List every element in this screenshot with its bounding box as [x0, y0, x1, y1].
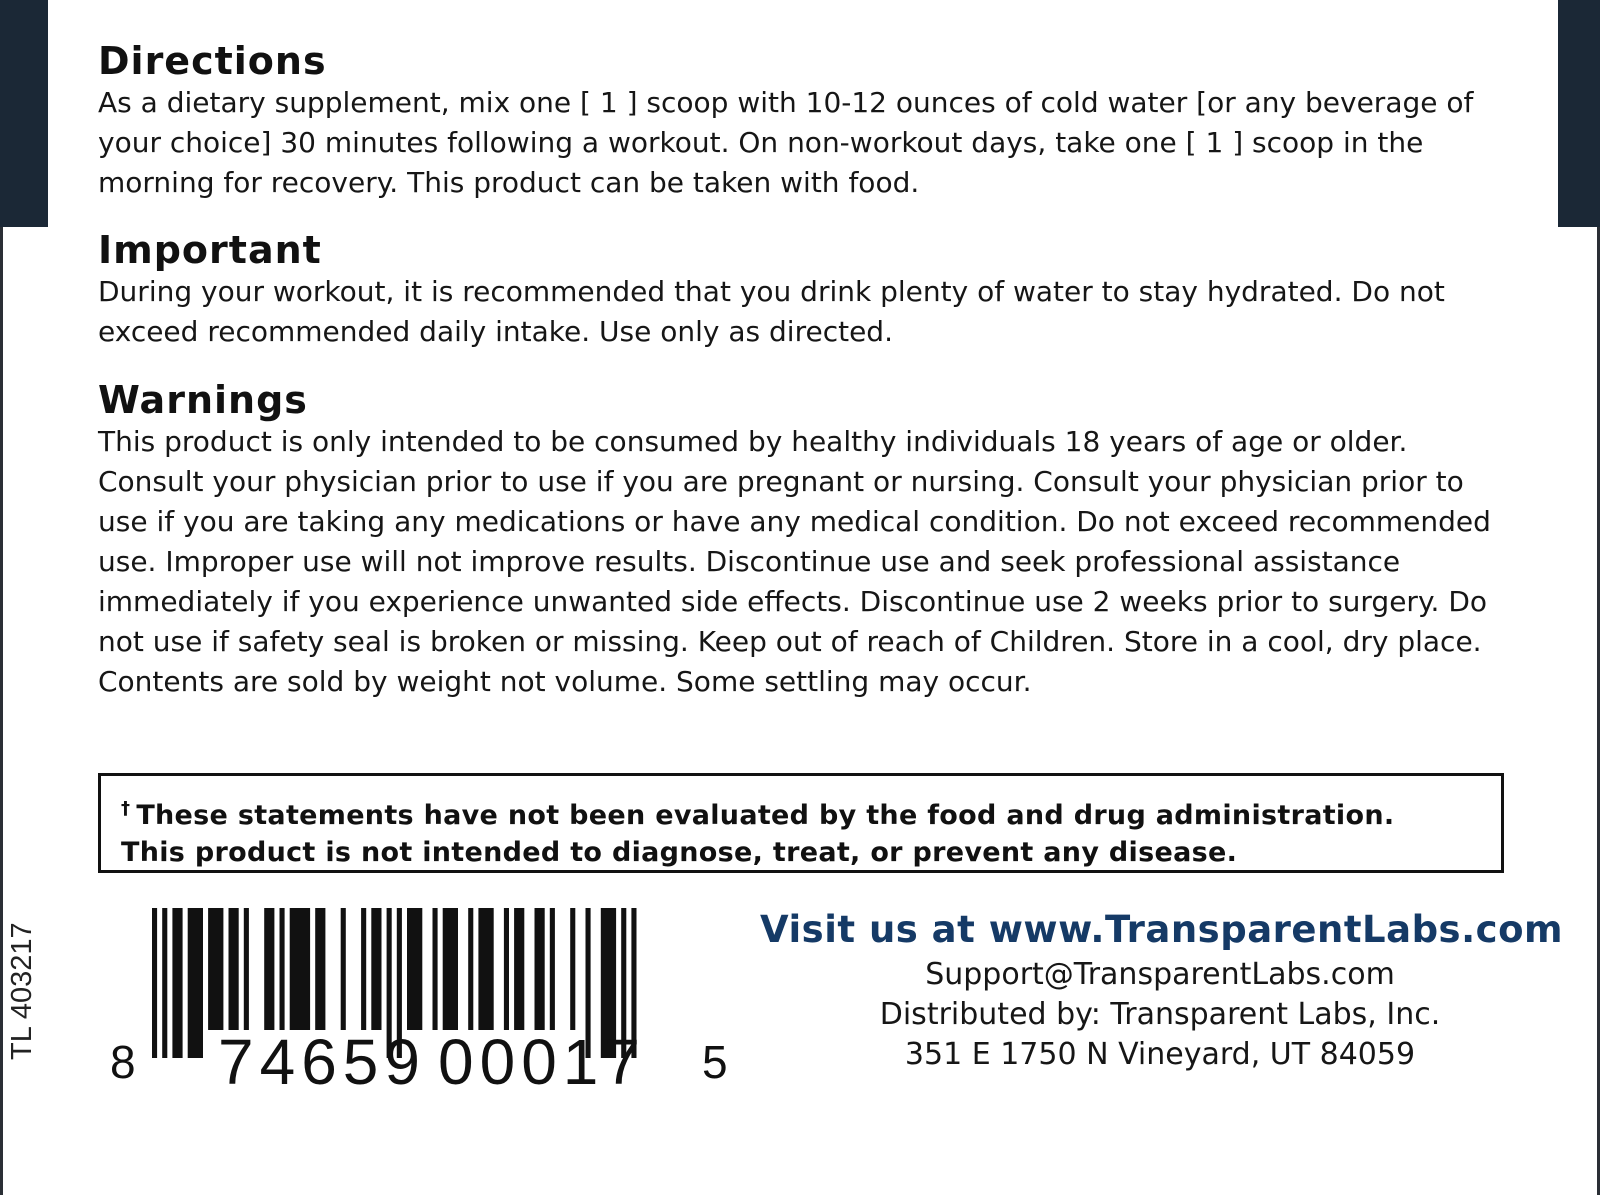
barcode-bar [468, 908, 473, 1030]
important-text: During your workout, it is recommended that you drink plenty of water to stay hydrated. Do not exceed recommended daily intake. Use only as directed. [98, 275, 1445, 348]
barcode-lead-digit: 8 [110, 1036, 136, 1088]
barcode-bar [407, 908, 422, 1030]
important-section [98, 228, 1518, 352]
barcode-bar [371, 908, 381, 1030]
barcode-bar [244, 908, 249, 1030]
barcode-bar [535, 908, 545, 1030]
barcode-bar [290, 908, 310, 1030]
distributor-line: Distributed by: Transparent Labs, Inc. [879, 997, 1441, 1032]
barcode-left-digits: 74659 [218, 1026, 426, 1088]
barcode-bar [570, 908, 575, 1030]
barcode-right-digits: 00017 [438, 1026, 646, 1088]
support-email[interactable]: Support@TransparentLabs.com [925, 957, 1395, 992]
website-link[interactable]: Visit us at www.TransparentLabs.com [760, 908, 1564, 951]
barcode-bar [208, 908, 223, 1030]
dark-tab-right [1558, 0, 1600, 227]
fda-disclaimer-box [98, 773, 1504, 873]
barcode-bar [341, 908, 346, 1030]
important-heading: Important [98, 228, 322, 272]
barcode-bar [361, 908, 366, 1030]
dagger-symbol: † [121, 798, 131, 819]
barcode-bar [514, 908, 524, 1030]
directions-section [98, 39, 1518, 203]
lot-code: TL 403217 [6, 922, 38, 1060]
barcode-bar [162, 908, 167, 1058]
barcode-bar [550, 908, 555, 1030]
barcode-check-digit: 5 [702, 1036, 728, 1088]
barcode-bar [478, 908, 493, 1030]
barcode-bar [229, 908, 239, 1030]
disclaimer-line-1-text: These statements have not been evaluated by the food and drug administration. [136, 800, 1395, 831]
warnings-text: This product is only intended to be consumed by healthy individuals 18 years of age or older. Consult your physician prior to use if you are pregnant or nursing. Consult your physician prior to use if you are taking any medications or have any medical condition. Do not exceed recommended use. Improper use will not improve results. Discontinue use and seek professional assistance immediately if you experience unwanted side effects. Discontinue use 2 weeks prior to surgery. Do not use if safety seal is broken or missing. Keep out of reach of Children. Store in a cool, dry place. Contents are sold by weight not volume. Some settling may occur. [98, 425, 1491, 698]
contact-block [760, 905, 1564, 1075]
warnings-heading: Warnings [98, 378, 308, 422]
warnings-section [98, 378, 1518, 702]
barcode-bar [504, 908, 509, 1030]
barcode-bar [172, 908, 182, 1058]
barcode-bar [443, 908, 458, 1030]
barcode-bar [264, 908, 274, 1030]
barcode-bar [315, 908, 325, 1030]
upc-barcode [100, 908, 750, 1088]
barcode-bar [433, 908, 438, 1030]
barcode-bar [152, 908, 157, 1058]
disclaimer-line-2: This product is not intended to diagnose, treat, or prevent any disease. [121, 837, 1238, 868]
barcode-bar [188, 908, 203, 1058]
barcode-bar [280, 908, 285, 1030]
address-line: 351 E 1750 N Vineyard, UT 84059 [904, 1037, 1416, 1072]
directions-text: As a dietary supplement, mix one [ 1 ] scoop with 10-12 ounces of cold water [or any beverage of your choice] 30 minutes following a workout. On non-workout days, take one [ 1 ] scoop in the morning for recovery. This product can be taken with food. [98, 86, 1474, 199]
disclaimer-line-1 [121, 790, 1481, 834]
dark-tab-left [0, 0, 48, 227]
directions-heading: Directions [98, 39, 327, 83]
